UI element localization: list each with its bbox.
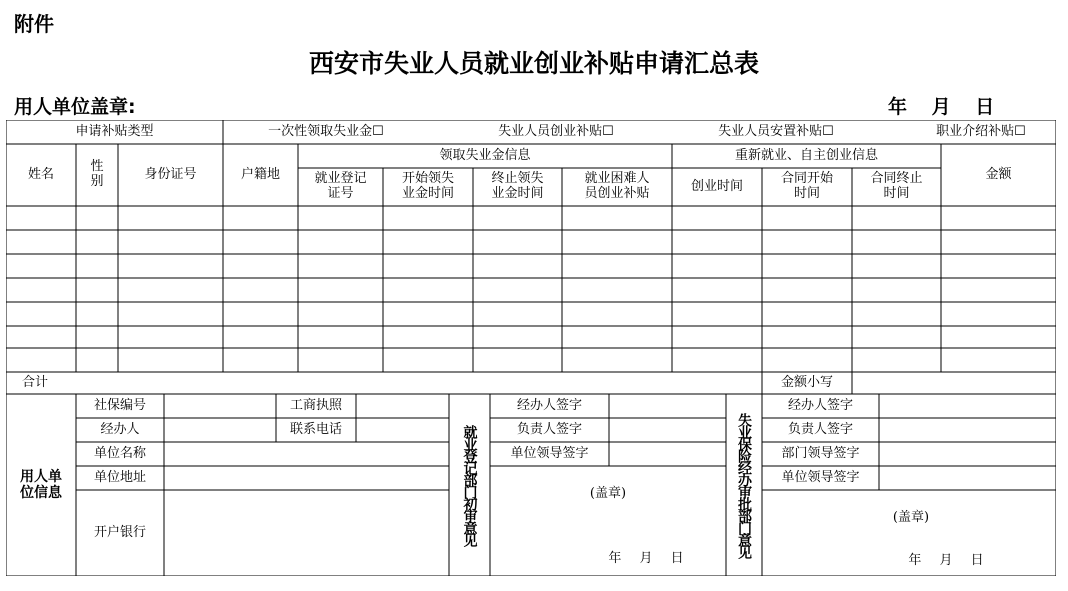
header-id-number: 身份证号 [144, 166, 197, 182]
ins-handler-sign-label: 经办人签字 [787, 397, 853, 413]
header-end-time: 终止领失 业金时间 [491, 171, 544, 201]
reg-resp-sign-label: 负责人签字 [516, 421, 582, 437]
date-label: 年 月 日 [888, 96, 995, 118]
amount-caps-label: 金额小写 [780, 374, 833, 390]
handler-label: 经办人 [100, 421, 140, 437]
type-option-referral[interactable]: 职业介绍补贴☐ [936, 123, 1026, 139]
reg-leader-sign-label: 单位领导签字 [510, 445, 589, 461]
unit-name-label: 单位名称 [93, 445, 146, 461]
ins-dept-leader-sign-label: 部门领导签字 [781, 445, 860, 461]
attachment-label: 附件 [14, 12, 54, 36]
type-option-lump-sum[interactable]: 一次性领取失业金☐ [268, 123, 384, 139]
employer-seal-label: 用人单位盖章: [14, 96, 136, 118]
header-registration-no: 就业登记 证号 [314, 171, 367, 201]
header-name: 姓名 [27, 166, 54, 182]
header-contract-end: 合同终止 时间 [870, 171, 923, 201]
header-gender: 性 别 [90, 159, 104, 189]
header-reemployment-group: 重新就业、自主创业信息 [734, 147, 878, 163]
header-hardship-subsidy: 就业困难人 员创业补贴 [584, 171, 650, 201]
reg-date-label: 年 月 日 [608, 550, 684, 566]
summary-form [6, 120, 1056, 576]
header-amount: 金额 [985, 166, 1012, 182]
employer-section-label: 用人单位信息 [20, 468, 62, 501]
ins-unit-leader-sign-label: 单位领导签字 [781, 469, 860, 485]
bank-label: 开户银行 [93, 524, 146, 540]
type-row-label: 申请补贴类型 [75, 123, 154, 139]
ins-date-label: 年 月 日 [908, 552, 984, 568]
ins-resp-sign-label: 负责人签字 [787, 421, 853, 437]
unit-address-label: 单位地址 [93, 469, 146, 485]
type-option-startup[interactable]: 失业人员创业补贴☐ [498, 123, 614, 139]
insurance-dept-label: 失业保险经办审批部门意见 [736, 413, 753, 557]
business-license-label: 工商执照 [289, 397, 342, 413]
phone-label: 联系电话 [289, 421, 342, 437]
type-option-placement[interactable]: 失业人员安置补贴☐ [718, 123, 834, 139]
header-startup-time: 创业时间 [690, 178, 743, 194]
reg-handler-sign-label: 经办人签字 [516, 397, 582, 413]
header-start-time: 开始领失 业金时间 [401, 171, 454, 201]
header-contract-start: 合同开始 时间 [780, 171, 833, 201]
total-label: 合计 [22, 374, 49, 390]
reg-seal-label: (盖章) [589, 485, 627, 501]
ss-number-label: 社保编号 [93, 397, 146, 413]
registration-dept-label: 就业登记部门初审意见 [461, 425, 478, 545]
page-title: 西安市失业人员就业创业补贴申请汇总表 [308, 49, 759, 78]
header-unemployment-group: 领取失业金信息 [439, 147, 531, 163]
ins-seal-label: (盖章) [892, 509, 930, 525]
header-hukou: 户籍地 [240, 166, 280, 182]
